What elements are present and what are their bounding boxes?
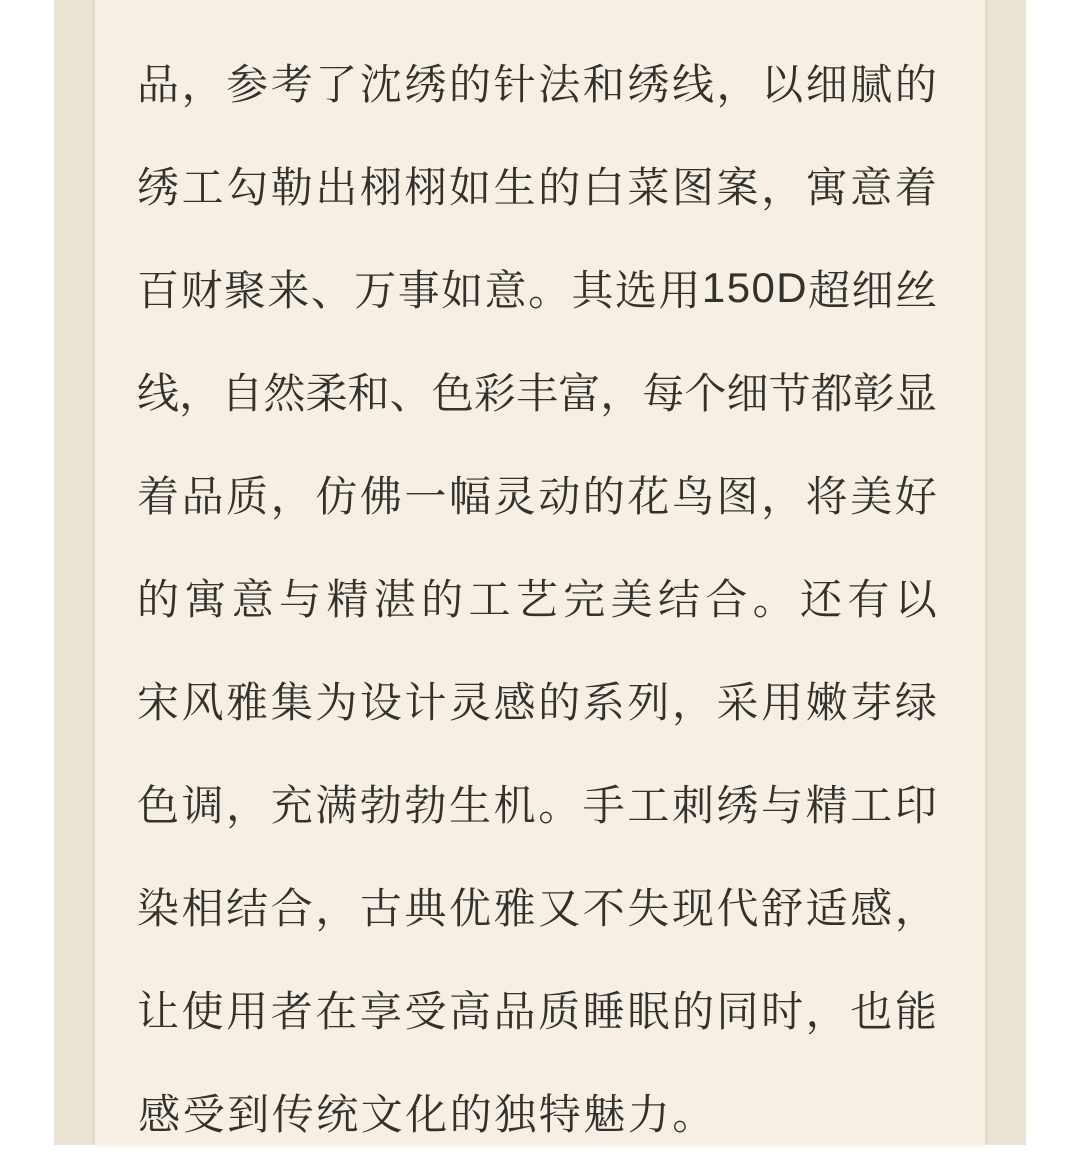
text-line-9: 染 相 结 合 ， 古 典 优 雅 又 不 失 现 代 舒 适 感 ， (137, 884, 937, 932)
description-paragraph (137, 30, 937, 1163)
text-line-10: 让 使 用 者 在 享 受 高 品 质 睡 眠 的 同 时 ， 也 能 (137, 987, 937, 1035)
text-line-11: 感 受 到 传 统 文 化 的 独 特 魅 力 。 (138, 1090, 715, 1138)
text-line-5: 着 品 质 ， 仿 佛 一 幅 灵 动 的 花 鸟 图 ， 将 美 好 (137, 472, 937, 520)
text-line-7: 宋 风 雅 集 为 设 计 灵 感 的 系 列 ， 采 用 嫩 芽 绿 (137, 678, 937, 726)
text-line-3: 百 财 聚 来 、 万 事 如 意 。 其 选 用 1 5 0 D 超 细 丝 (137, 263, 937, 314)
text-line-8: 色 调 ， 充 满 勃 勃 生 机 。 手 工 刺 绣 与 精 工 印 (137, 781, 937, 829)
text-line-1: 品 ， 参 考 了 沈 绣 的 针 法 和 绣 线 ， 以 细 腻 的 (137, 60, 937, 108)
text-line-4: 线 ， 自 然 柔 和 、 色 彩 丰 富 ， 每 个 细 节 都 彰 显 (137, 369, 937, 417)
text-line-6: 的 寓 意 与 精 湛 的 工 艺 完 美 结 合 。 还 有 以 (137, 575, 937, 623)
description-text-area (95, 0, 985, 1145)
text-line-2: 绣 工 勾 勒 出 栩 栩 如 生 的 白 菜 图 案 ， 寓 意 着 (137, 163, 937, 211)
page-sheet (54, 0, 1026, 1145)
